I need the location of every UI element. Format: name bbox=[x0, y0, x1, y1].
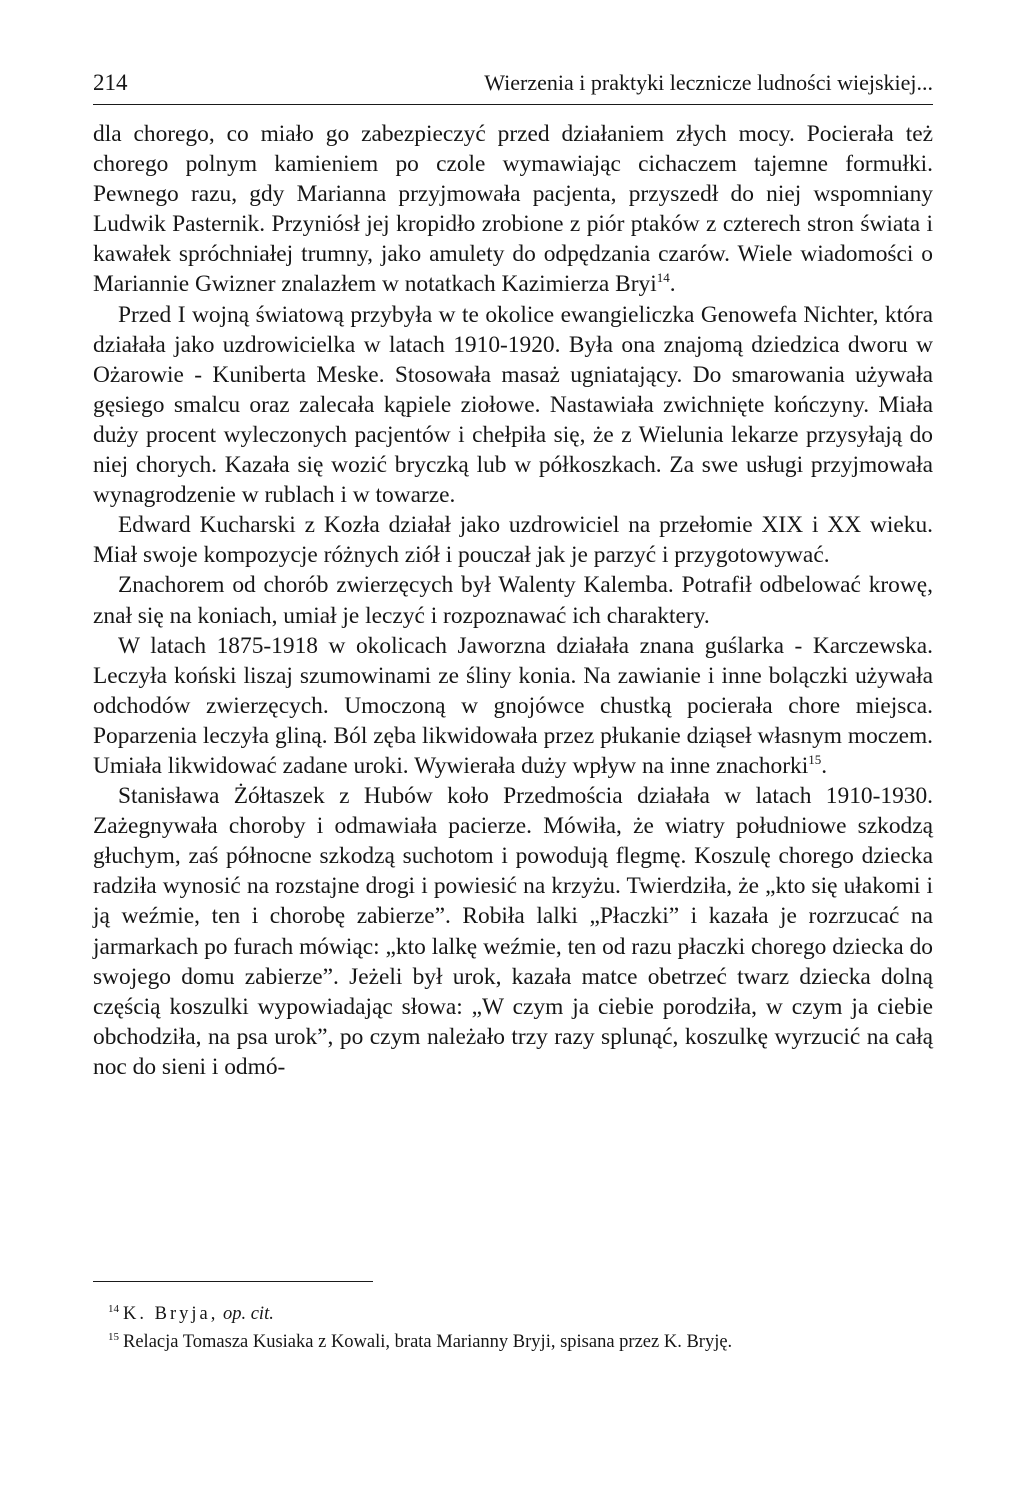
footnote-number: 14 bbox=[108, 1302, 119, 1315]
paragraph-text: W latach 1875-1918 w okolicach Jaworzna działała znana guślarka - Karczewska. Leczyła koński liszaj szumowinami ze śliny konia. Na zawianie i inne bolączki używała odchodów zwierzęcych. Umoczoną w gnojówce chustką pocierała chore miejsca. Poparzenia leczyła gliną. Ból zęba likwidowała przez płukanie dziąseł własnym moczem. Umiała likwidować zadane uroki. Wywierała duży wpływ na inne znachorki bbox=[93, 632, 933, 779]
footnote-14 bbox=[108, 1300, 928, 1328]
paragraph-1 bbox=[93, 119, 933, 300]
footnote-author: K. Bryja, bbox=[123, 1304, 219, 1324]
page bbox=[93, 70, 933, 1082]
footnote-15 bbox=[108, 1328, 928, 1356]
body-text bbox=[93, 119, 933, 1082]
running-title: Wierzenia i praktyki lecznicze ludności wiejskiej... bbox=[484, 70, 933, 95]
paragraph-2 bbox=[93, 300, 933, 511]
paragraph-text: Stanisława Żółtaszek z Hubów koło Przedmościa działała w latach 1910-1930. Zażegnywała choroby i odmawiała pacierze. Mówiła, że wiatry południowe szkodzą głuchym, zaś północne szkodzą suchotom i powodują flegmę. Koszulę chorego dziecka radziła wynosić na rozstajne drogi i powiesić na krzyżu. Twierdziła, że „kto się ułakomi i ją weźmie, ten i chorobę zabierze”. Robiła lalki „Płaczki” i kazała je rozrzucać na jarmarkach po furach mówiąc: „kto lalkę weźmie, ten od razu płaczki chorego dziecka do swojego domu zabierze”. Jeżeli był urok, kazała matce obetrzeć twarz dziecka dolną częścią koszulki wypowiadając słowa: „W czym ja ciebie porodziła, w czym ja ciebie obchodziła, na psa urok”, po czym należało trzy razy splunąć, koszulkę wyrzucić na całą noc do sieni i odmó- bbox=[93, 783, 933, 1080]
paragraph-3 bbox=[93, 510, 933, 570]
footnote-divider bbox=[93, 1281, 373, 1282]
footnote-ref-text: op. cit. bbox=[222, 1304, 274, 1324]
footnotes bbox=[108, 1300, 928, 1356]
page-number: 214 bbox=[93, 70, 128, 95]
footnote-text: Relacja Tomasza Kusiaka z Kowali, brata Marianny Bryji, spisana przez K. Bryję. bbox=[123, 1332, 733, 1352]
footnote-ref-14[interactable]: 14 bbox=[656, 270, 670, 286]
running-header bbox=[93, 70, 933, 105]
paragraph-6 bbox=[93, 781, 933, 1082]
paragraph-tail: . bbox=[821, 752, 828, 779]
paragraph-text: Przed I wojną światową przybyła w te okolice ewangieliczka Genowefa Nichter, która działała jako uzdrowicielka w latach 1910-1920. Była ona znajomą dziedzica dworu w Ożarowie - Kuniberta Meske. Stosowała masaż ugniatający. Do smarowania używała gęsiego smalcu oraz zalecała kąpiele ziołowe. Nastawiała zwichnięte kończyny. Miała duży procent wyleczonych pacjentów i chełpiła się, że z Wielunia lekarze przysyłają do niej chorych. Kazała się wozić bryczką lub w półkoszkach. Za swe usługi przyjmowała wynagrodzenie w rublach i w towarze. bbox=[93, 301, 933, 509]
paragraph-5 bbox=[93, 631, 933, 781]
paragraph-text: dla chorego, co miało go zabezpieczyć przed działaniem złych mocy. Pocierała też chorego polnym kamieniem po czole wymawiając cichaczem tajemne formułki. Pewnego razu, gdy Marianna przyjmowała pacjenta, przyszedł do niej wspomniany Ludwik Pasternik. Przyniósł jej kropidło zrobione z piór ptaków z czterech stron świata i kawałek spróchniałej trumny, jako amulety do odpędzania czarów. Wiele wiadomości o Mariannie Gwizner znalazłem w notatkach Kazimierza Bryi bbox=[93, 121, 933, 298]
footnote-number: 15 bbox=[108, 1330, 119, 1343]
paragraph-text: Znachorem od chorób zwierzęcych był Walenty Kalemba. Potrafił odbelować krowę, znał się na koniach, umiał je leczyć i rozpoznawać ich charaktery. bbox=[93, 572, 933, 629]
paragraph-4 bbox=[93, 570, 933, 630]
paragraph-tail: . bbox=[669, 271, 676, 298]
paragraph-text: Edward Kucharski z Kozła działał jako uzdrowiciel na przełomie XIX i XX wieku. Miał swoje kompozycje różnych ziół i pouczał jak je parzyć i przygotowywać. bbox=[93, 512, 933, 569]
footnote-ref-15[interactable]: 15 bbox=[808, 752, 822, 768]
